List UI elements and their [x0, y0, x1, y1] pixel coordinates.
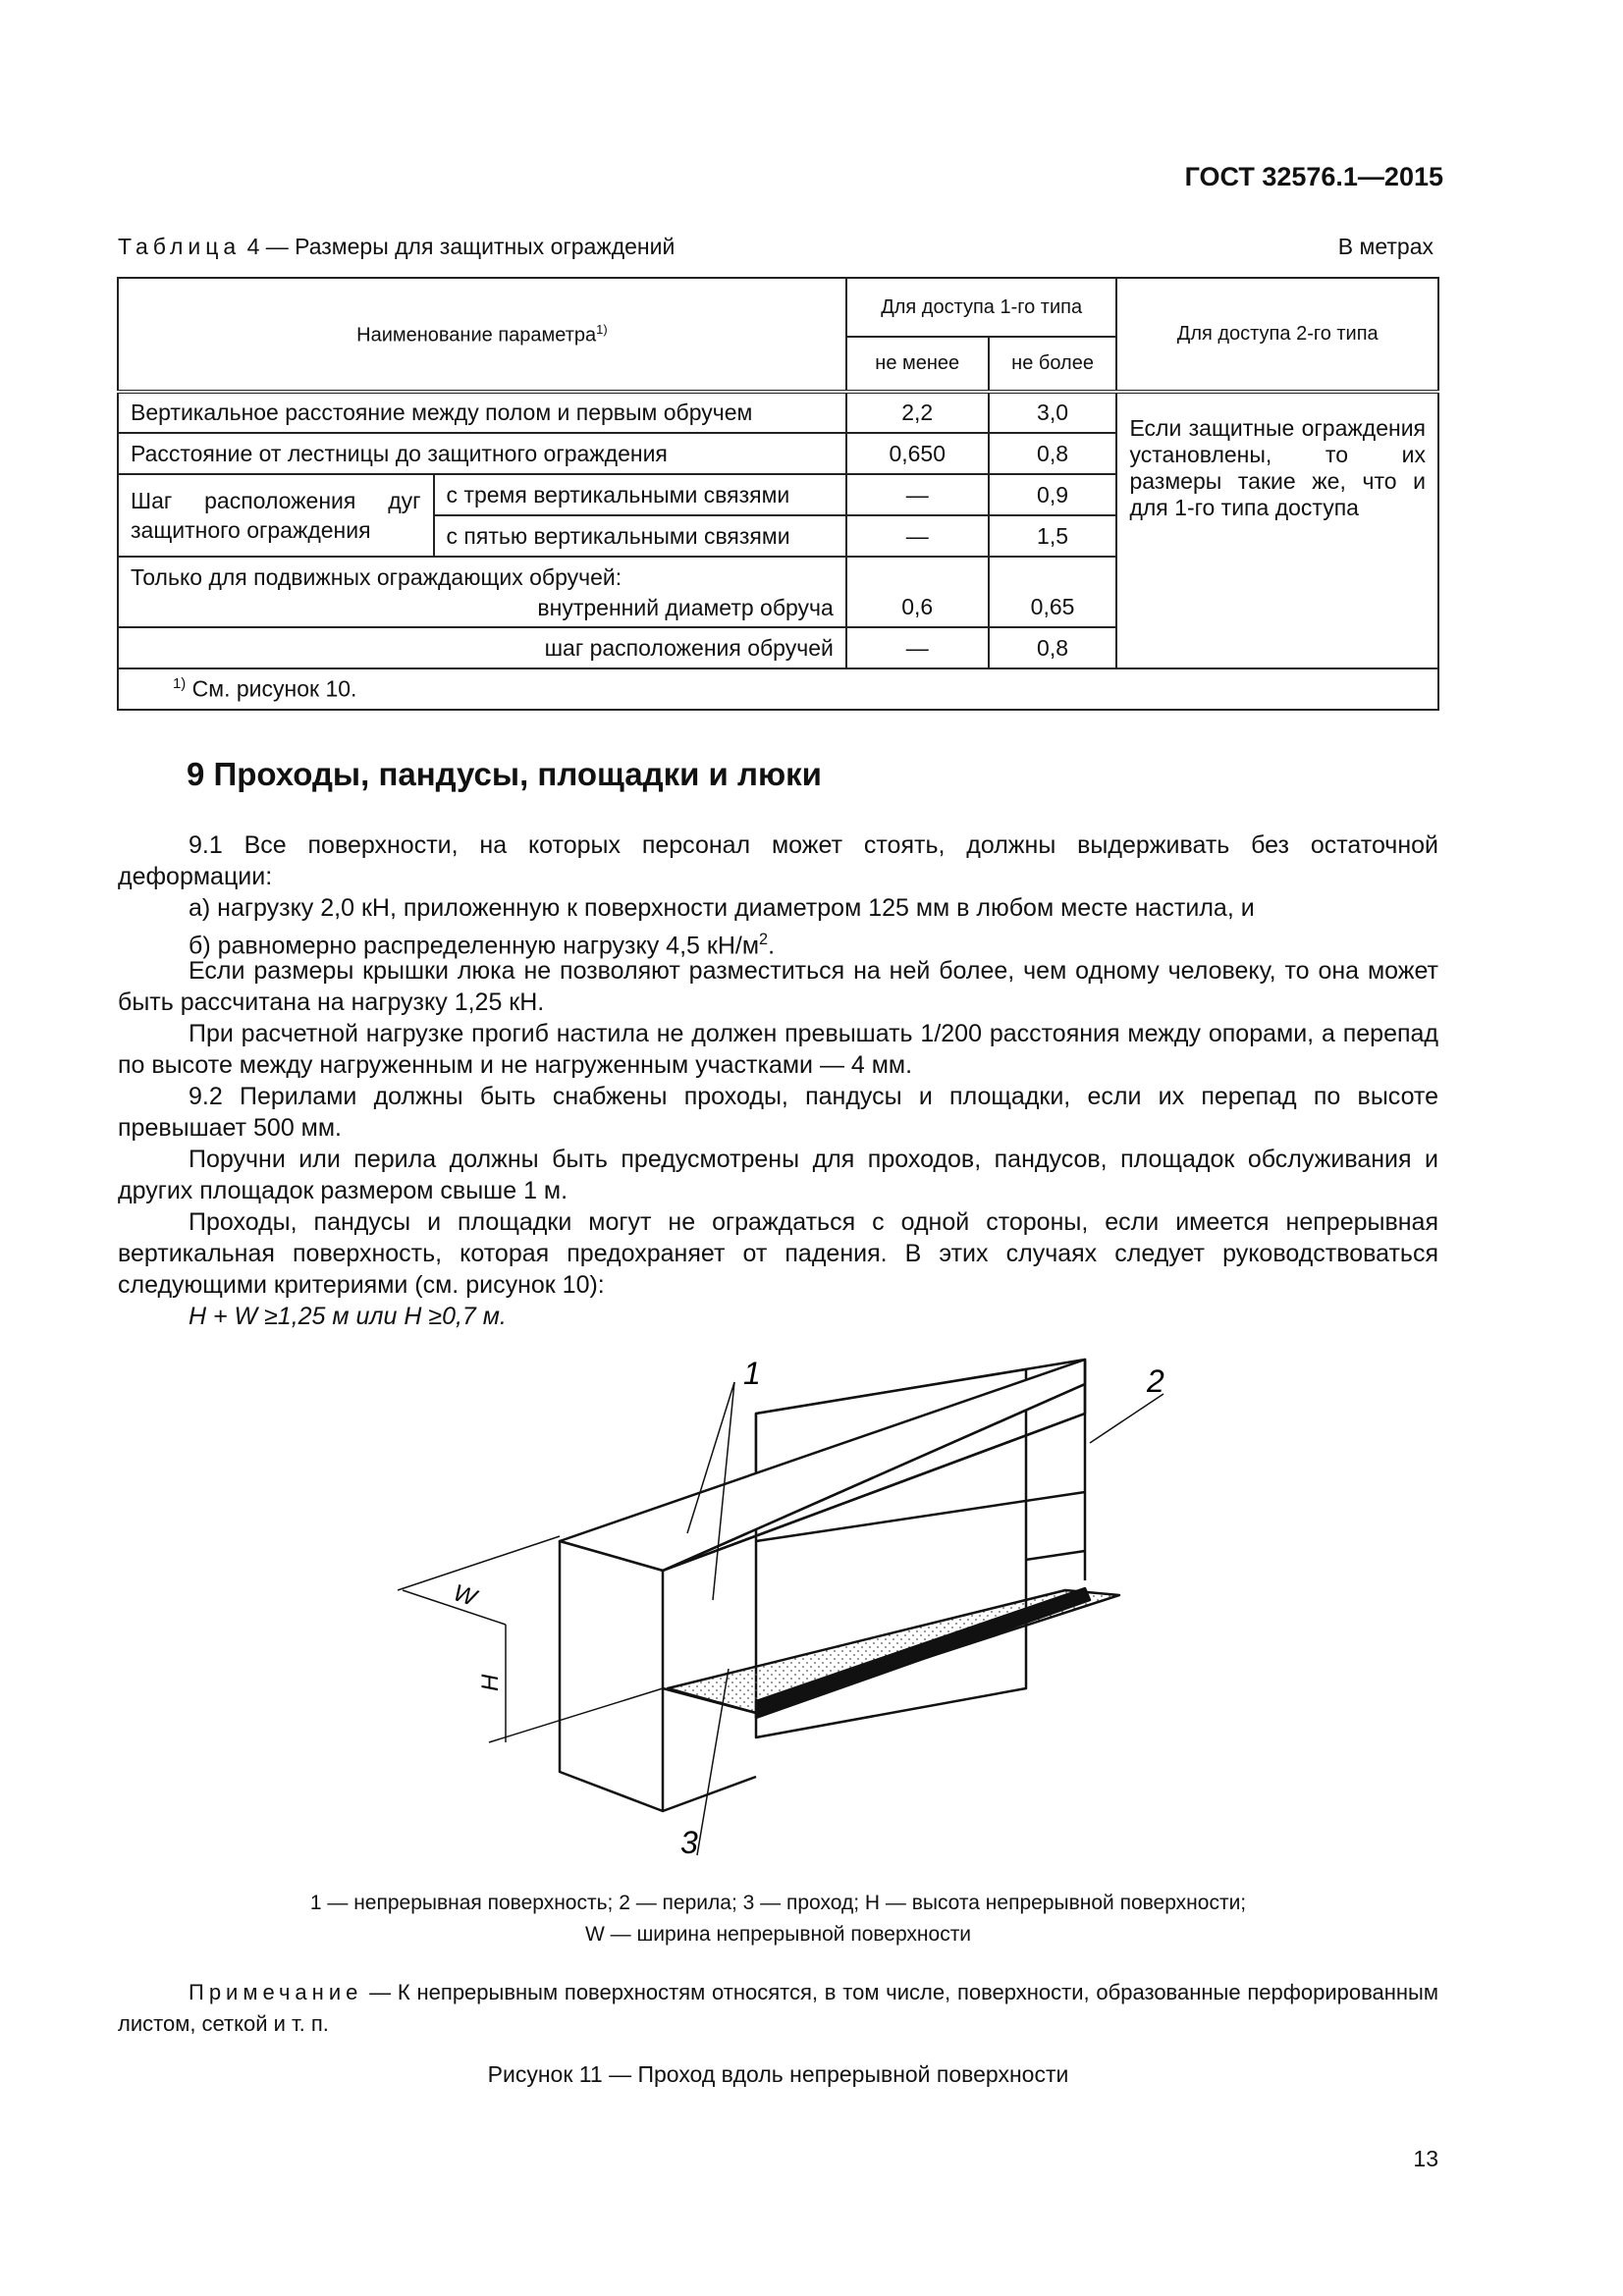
paragraph-deflection: При расчетной нагрузке прогиб настила не должен превышать 1/200 расстояния между опорами, а перепад по высоте между нагруженным и не нагруженным участками — 4 мм. — [118, 1020, 1438, 1079]
paragraph-item-b: б) равномерно распределенную нагрузку 4,5 $кН/м^2$. — [189, 931, 776, 960]
continuous-surface-front — [560, 1541, 663, 1811]
row-min: 0,6 — [846, 557, 989, 627]
type2-note: Если защитные ограждения установлены, то их размеры такие же, что и для 1-го типа доступа — [1116, 392, 1438, 668]
leader-line — [1090, 1394, 1163, 1443]
row-max: 0,65 — [989, 557, 1117, 627]
table-caption-text: 4 — Размеры для защитных ограждений — [241, 234, 676, 259]
hoops-label: Только для подвижных ограждающих обручей: — [131, 564, 622, 590]
row-max: 3,0 — [989, 392, 1117, 433]
document-id: ГОСТ 32576.1—2015 — [1184, 162, 1443, 191]
table-units: В метрах — [1337, 234, 1434, 259]
header-max: не более — [989, 337, 1117, 392]
note-word: Примечание — [189, 1980, 363, 2004]
paragraph-handrails: Поручни или перила должны быть предусмотрены для проходов, пандусов, площадок обслуживания и других площадок размером свыше 1 м. — [118, 1146, 1438, 1204]
row-max: 0,9 — [989, 474, 1117, 515]
row-label: с пятью вертикальными связями — [434, 515, 846, 557]
row-max: 1,5 — [989, 515, 1117, 557]
table-caption-word: Таблица — [118, 234, 242, 259]
row-max: 0,8 — [989, 627, 1117, 668]
section-heading: 9 Проходы, пандусы, площадки и люки — [187, 756, 822, 792]
paragraph-9-1: 9.1 Все поверхности, на которых персонал может стоять, должны выдерживать без остаточной деформации: — [118, 831, 1438, 890]
label-w: W — [450, 1579, 480, 1612]
row-min: — — [846, 627, 989, 668]
row-label: внутренний диаметр обруча — [537, 595, 834, 620]
label-h: H — [477, 1674, 504, 1691]
w-extension-line — [398, 1536, 560, 1590]
row-label: Расстояние от лестницы до защитного ограждения — [118, 433, 846, 474]
row-label: шаг расположения обручей — [118, 627, 846, 668]
step-label: Шаг расположения дуг защитного ограждения — [118, 474, 434, 557]
formula: H + W ≥1,25 м или H ≥0,7 м. — [189, 1303, 507, 1330]
header-type1: Для доступа 1-го типа — [846, 278, 1117, 337]
figure-legend-line2: W — ширина непрерывной поверхности — [584, 1923, 972, 1946]
paragraph-hatch: Если размеры крышки люка не позволяют разместиться на ней более, чем одному человеку, то она может быть рассчитана на нагрузку 1,25 кН. — [118, 957, 1438, 1016]
paragraph-item-a: а) нагрузку 2,0 кН, приложенную к поверхности диаметром 125 мм в любом месте настила, и — [189, 894, 1255, 922]
row-label: с тремя вертикальными связями — [434, 474, 846, 515]
row-min: 2,2 — [846, 392, 989, 433]
label-1: 1 — [743, 1356, 761, 1391]
row-min: — — [846, 515, 989, 557]
header-param: Наименование параметра$^{1)}$ — [118, 278, 846, 392]
paragraph-9-2: 9.2 Перилами должны быть снабжены проходы, пандусы и площадки, если их перепад по высоте превышает 500 мм. — [118, 1083, 1438, 1142]
header-min: не менее — [846, 337, 989, 392]
figure-caption: Рисунок 11 — Проход вдоль непрерывной поверхности — [487, 2061, 1069, 2087]
table-footnote: $^{1)}$ См. рисунок 10. — [118, 668, 1438, 710]
figure-note — [118, 1977, 1438, 2040]
label-2: 2 — [1147, 1363, 1164, 1399]
figure-legend-line1: 1 — непрерывная поверхность; 2 — перила; 3 — проход; H — высота непрерывной поверхности; — [309, 1892, 1247, 1914]
row-min: 0,650 — [846, 433, 989, 474]
row-label: Вертикальное расстояние между полом и первым обручем — [118, 392, 846, 433]
label-3: 3 — [680, 1825, 698, 1860]
header-type2: Для доступа 2-го типа — [1116, 278, 1438, 392]
note-text: — К непрерывным поверхностям относятся, в том числе, поверхности, образованные перфорированным листом, сеткой и т. п. — [118, 1980, 1438, 2036]
row-min: — — [846, 474, 989, 515]
paragraph-walkways: Проходы, пандусы и площадки могут не ограждаться с одной стороны, если имеется непрерывная вертикальная поверхность, которая предохраняет от падения. В этих случаях следует руководствоваться следующими критериями (см. рисунок 10): — [118, 1208, 1438, 1299]
row-max: 0,8 — [989, 433, 1117, 474]
page-number: 13 — [1413, 2146, 1438, 2171]
